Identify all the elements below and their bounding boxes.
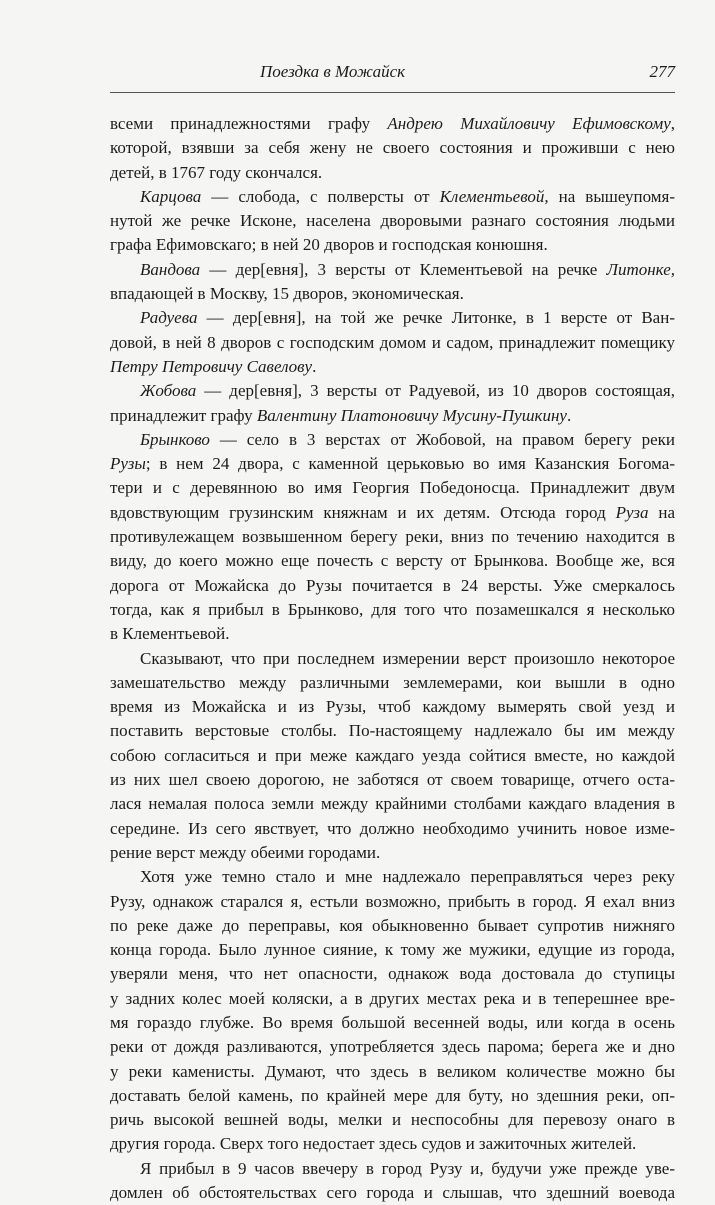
- text-segment: на вышеупомя-: [548, 186, 675, 206]
- text-line: [110, 549, 675, 573]
- text-segment: дорога от Можайска до Рузы почитается в 24 версты. Уже смеркалось: [110, 575, 675, 595]
- text-line: [110, 331, 675, 355]
- text-line: [110, 404, 675, 428]
- italic-text: Жобова: [140, 381, 197, 401]
- text-line: [110, 671, 675, 695]
- text-line: [110, 428, 675, 452]
- body-text: [110, 112, 675, 1205]
- text-segment: графа Ефимовскаго; в ней 20 дворов и господская конюшня.: [110, 235, 548, 255]
- text-segment: детей, в 1767 году скончался.: [110, 162, 323, 182]
- text-line: [110, 258, 675, 282]
- text-segment: впадающей в Москву, 15 дворов, экономическая.: [110, 284, 464, 304]
- text-line: [110, 622, 675, 646]
- text-segment: доставать белой камень, по крайней мере для буту, но здешния реки, оп-: [110, 1085, 675, 1105]
- text-line: [110, 1132, 675, 1156]
- italic-text: Руза: [615, 502, 649, 522]
- text-line: [110, 962, 675, 986]
- text-segment: нутой же речке Исконе, населена дворовыми разнаго состояния людьми: [110, 211, 675, 231]
- text-segment: замешательство между различными землемерами, кои вышли в одно: [110, 672, 675, 692]
- text-line: [110, 209, 675, 233]
- text-line: [110, 744, 675, 768]
- text-line: [110, 501, 675, 525]
- text-segment: лася немалая полоса земли между крайними столбами каждаго владения в: [110, 794, 675, 814]
- text-segment: Я прибыл в 9 часов ввечеру в город Рузу и, будучи уже прежде уве-: [140, 1158, 675, 1178]
- text-segment: Хотя уже темно стало и мне надлежало переправляться через реку: [140, 867, 675, 887]
- text-line: [110, 476, 675, 500]
- text-segment: у реки каменисты. Думают, что здесь в великом количестве можно бы: [110, 1061, 675, 1081]
- italic-text: Андрею Михайловичу Ефимовскому: [387, 114, 671, 133]
- text-line: [110, 1011, 675, 1035]
- italic-text: Карцова: [140, 186, 202, 206]
- italic-text: Валентину Платоновичу Мусину-Пушкину: [256, 405, 567, 425]
- text-segment: довой, в ней 8 дворов с господским домом и садом, принадлежит помещику: [110, 332, 675, 352]
- text-line: [110, 452, 675, 476]
- text-segment: ричь высокой вешней воды, мелки и неспособны для перевозу онаго в: [110, 1110, 675, 1130]
- text-segment: реки от дождя разливаются, употребляется здесь парома; берега же и дно: [110, 1037, 675, 1057]
- running-head: [110, 62, 675, 88]
- italic-text: Брынково: [140, 429, 210, 449]
- italic-text: Радуева: [140, 308, 198, 328]
- text-segment: — дер[евня], 3 версты от Клементьевой на речке: [200, 259, 607, 279]
- text-segment: у задних колес моей коляски, а в других местах река и в теперешнее вре-: [110, 988, 675, 1008]
- text-line: [110, 817, 675, 841]
- text-segment: — дер[евня], 3 версты от Радуевой, из 10 дворов состоящая,: [196, 381, 675, 401]
- text-line: [110, 598, 675, 622]
- text-line: [110, 1084, 675, 1108]
- italic-text: Клементьевой,: [439, 186, 549, 206]
- text-line: [110, 695, 675, 719]
- italic-text: Рузы: [110, 454, 146, 474]
- text-line: [110, 136, 675, 160]
- text-segment: которой, взявши за себя жену не своего состояния и проживши с нею: [110, 138, 675, 158]
- text-segment: — село в 3 верстах от Жобовой, на правом берегу реки: [209, 429, 675, 449]
- text-line: [110, 1108, 675, 1132]
- text-line: [110, 792, 675, 816]
- text-line: [110, 1060, 675, 1084]
- page-number: 277: [649, 62, 675, 81]
- text-segment: вдовствующим грузинским княжнам и их детям. Отсюда город: [110, 502, 616, 522]
- text-line: [110, 306, 675, 330]
- text-line: [110, 161, 675, 185]
- text-line: [110, 647, 675, 671]
- text-line: [110, 865, 675, 889]
- text-line: [110, 987, 675, 1011]
- text-line: [110, 719, 675, 743]
- text-line: [110, 768, 675, 792]
- text-segment: на: [648, 502, 675, 522]
- text-line: [110, 379, 675, 403]
- text-segment: принадлежит графу: [110, 405, 257, 425]
- text-segment: время из Можайска и из Рузы, чтоб каждому вымерять свой уезд и: [110, 697, 675, 717]
- text-line: [110, 938, 675, 962]
- italic-text: Литонке,: [606, 259, 675, 279]
- running-title: Поездка в Можайск: [260, 62, 406, 81]
- text-segment: уверяли меня, что нет опасности, однакож вода достовала до ступицы: [110, 964, 675, 984]
- text-segment: — дер[евня], на той же речке Литонке, в 1 версте от Ван-: [197, 308, 675, 328]
- text-line: [110, 185, 675, 209]
- text-line: [110, 355, 675, 379]
- text-segment: рение верст между обеими городами.: [110, 842, 381, 862]
- text-line: [110, 112, 675, 136]
- text-segment: виду, до коего можно еще почесть с версту от Брынкова. Вообще же, вся: [110, 551, 675, 571]
- text-line: [110, 914, 675, 938]
- text-line: [110, 574, 675, 598]
- text-line: [110, 233, 675, 257]
- text-segment: — слобода, с полверсты от: [201, 186, 440, 206]
- text-line: [110, 525, 675, 549]
- text-segment: конца города. Было лунное сияние, к тому же мужики, едущие из города,: [110, 940, 675, 960]
- text-segment: в Клементьевой.: [110, 624, 230, 644]
- text-segment: ; в нем 24 двора, с каменной церьковью во имя Казанския Богома-: [145, 454, 675, 474]
- text-line: [110, 1035, 675, 1059]
- text-segment: всеми принадлежностями графу: [110, 114, 388, 133]
- text-line: [110, 1181, 675, 1205]
- text-line: [110, 841, 675, 865]
- text-segment: поставить верстовые столбы. По-настоящему надлежало бы им между: [110, 721, 675, 741]
- text-segment: ,: [670, 114, 675, 133]
- text-segment: противулежащем возвышенном берегу реки, вниз по течению находится в: [110, 527, 675, 547]
- text-line: [110, 890, 675, 914]
- text-segment: домлен об обстоятельствах сего города и слышав, что здешний воевода: [110, 1183, 675, 1203]
- text-segment: мя гораздо глубже. Во время большой весенней воды, или когда в осень: [110, 1012, 675, 1032]
- text-segment: Рузу, однакож старался я, естьли возможно, прибыть в город. Я ехал вниз: [110, 891, 675, 911]
- header-rule: [110, 92, 675, 93]
- text-segment: середине. Из сего явствует, что должно необходимо учинить новое изме-: [110, 818, 675, 838]
- text-segment: .: [312, 356, 317, 376]
- text-segment: из них шел своею дорогою, не заботяся от своем товарище, отчего оста-: [110, 770, 675, 790]
- text-segment: .: [566, 405, 572, 425]
- italic-text: Вандова: [140, 259, 201, 279]
- text-segment: тери и с деревянною во имя Георгия Победоносца. Принадлежит двум: [110, 478, 675, 498]
- text-segment: собою согласиться и при меже каждаго уезда сойтися вместе, но каждой: [110, 745, 675, 765]
- text-segment: Сказывают, что при последнем измерении верст произошло некоторое: [140, 648, 675, 668]
- text-segment: по реке даже до переправы, коя обыкновенно бывает супротив нижняго: [110, 915, 675, 935]
- text-segment: другия города. Сверх того недостает здесь судов и зажиточных жителей.: [110, 1134, 637, 1154]
- text-segment: тогда, как я прибыл в Брынково, для того что позамешкался я несколько: [110, 599, 675, 619]
- italic-text: Петру Петровичу Савелову: [110, 356, 313, 376]
- text-line: [110, 282, 675, 306]
- text-line: [110, 1157, 675, 1181]
